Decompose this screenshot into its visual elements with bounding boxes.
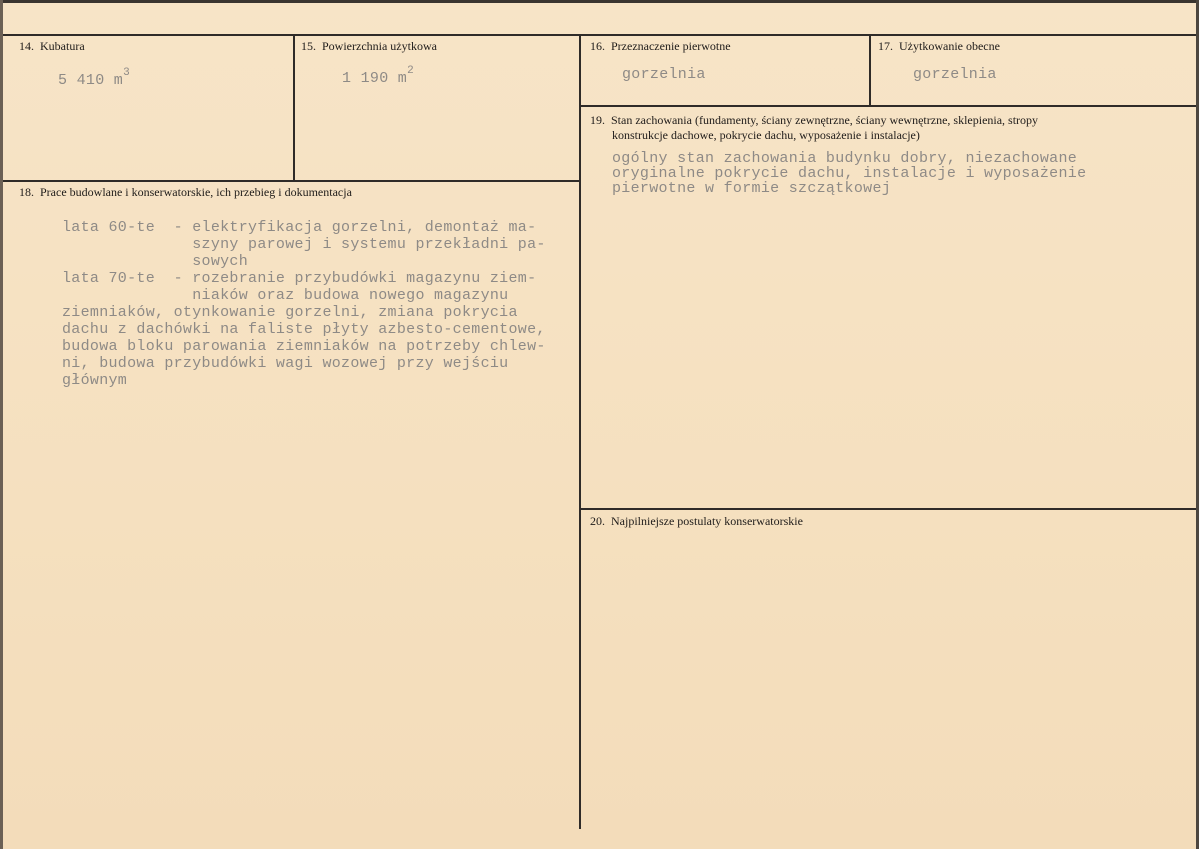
- f18-text-line: sowych: [62, 253, 249, 270]
- field-20-label: [590, 513, 803, 529]
- f18-text-line: ni, budowa przybudówki wagi wozowej przy wejściu: [62, 355, 509, 372]
- field-15-number: 15.: [301, 39, 316, 53]
- f18-text-line: lata 70-te - rozebranie przybudówki magazynu ziem-: [62, 270, 537, 287]
- field-20-title: Najpilniejsze postulaty konserwatorskie: [611, 514, 803, 528]
- field-14-value-text: 5 410 m: [58, 72, 124, 89]
- field-14-value: [58, 67, 131, 89]
- divider-16-17: [869, 34, 871, 105]
- field-15-value-exponent: 2: [407, 65, 415, 77]
- field-18-title: Prace budowlane i konserwatorskie, ich przebieg i dokumentacja: [40, 185, 352, 199]
- f18-text-line: niaków oraz budowa nowego magazynu: [62, 287, 509, 304]
- field-17-value: gorzelnia: [913, 66, 997, 83]
- field-19-title-line1: Stan zachowania (fundamenty, ściany zewnętrzne, ściany wewnętrzne, sklepienia, stropy: [611, 113, 1039, 127]
- rule-section18: [3, 180, 580, 182]
- f19-text-line: ogólny stan zachowania budynku dobry, niezachowane: [612, 150, 1078, 167]
- rule-section20: [580, 508, 1196, 510]
- field-15-value: [342, 65, 415, 87]
- f18-text-line: budowa bloku parowania ziemniaków na potrzeby chlew-: [62, 338, 546, 355]
- f18-text-line: szyny parowej i systemu przekładni pa-: [62, 236, 546, 253]
- field-18-label: [19, 184, 352, 200]
- field-14-title: Kubatura: [40, 39, 85, 53]
- f18-text-line: lata 60-te - elektryfikacja gorzelni, demontaż ma-: [62, 219, 537, 236]
- f18-text-line: dachu z dachówki na faliste płyty azbesto-cementowe,: [62, 321, 546, 338]
- field-16-label: [590, 38, 731, 54]
- field-18-number: 18.: [19, 185, 34, 199]
- field-14-label: [19, 38, 85, 54]
- field-17-label: [878, 38, 1000, 54]
- field-14-value-exponent: 3: [123, 67, 131, 79]
- field-17-title: Użytkowanie obecne: [899, 39, 1000, 53]
- rule-top: [3, 34, 1196, 36]
- field-15-title: Powierzchnia użytkowa: [322, 39, 437, 53]
- field-19-title-line2: konstrukcje dachowe, pokrycie dachu, wyposażenie i instalacje): [612, 128, 920, 142]
- card-top-edge: [0, 0, 1199, 3]
- field-14-number: 14.: [19, 39, 34, 53]
- f19-text-line: pierwotne w formie szczątkowej: [612, 180, 892, 197]
- f18-text-line: ziemniaków, otynkowanie gorzelni, zmiana pokrycia: [62, 304, 518, 321]
- f19-text-line: oryginalne pokrycie dachu, instalacje i wyposażenie: [612, 165, 1087, 182]
- field-15-label: [301, 38, 437, 54]
- field-20-number: 20.: [590, 514, 605, 528]
- field-16-value: gorzelnia: [622, 66, 706, 83]
- field-17-number: 17.: [878, 39, 893, 53]
- card-left-edge: [0, 0, 3, 849]
- divider-14-15: [293, 34, 295, 180]
- field-16-number: 16.: [590, 39, 605, 53]
- field-19-number: 19.: [590, 113, 605, 127]
- divider-center: [579, 34, 581, 829]
- field-15-value-text: 1 190 m: [342, 70, 408, 87]
- f18-text-line: głównym: [62, 372, 128, 389]
- rule-section19: [580, 105, 1196, 107]
- field-19-label: [590, 112, 1038, 128]
- field-16-title: Przeznaczenie pierwotne: [611, 39, 731, 53]
